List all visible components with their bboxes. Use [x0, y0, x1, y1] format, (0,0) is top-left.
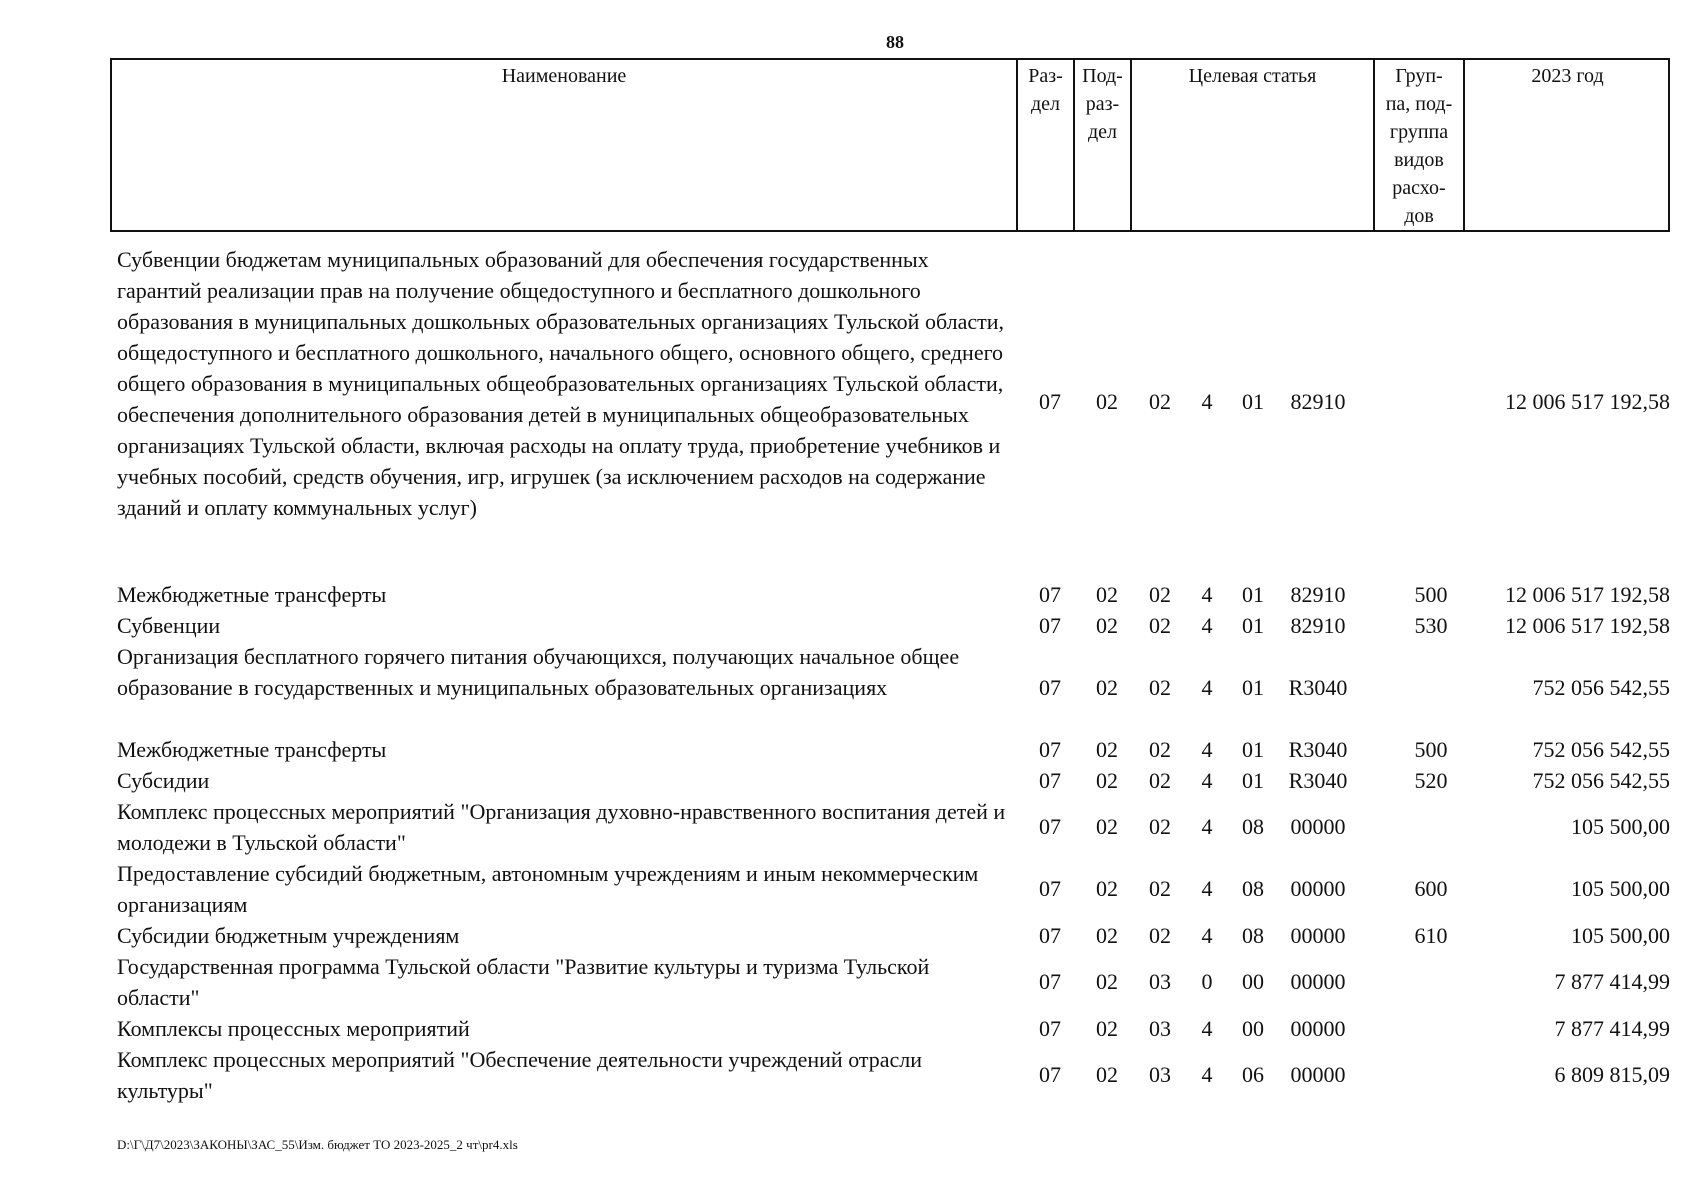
row-name: Предоставление субсидий бюджетным, автономным учреждениям и иным некоммерческим организациям [117, 861, 979, 917]
row-razdel: 07 [1039, 923, 1061, 948]
header-podrazdel-line: дел [1087, 121, 1118, 143]
header-razdel-line: дел [1030, 93, 1061, 115]
row-target-part2: 4 [1201, 1016, 1213, 1041]
row-target-part1: 03 [1149, 1062, 1171, 1087]
row-target-part4: 82910 [1290, 613, 1346, 638]
row-razdel: 07 [1039, 613, 1061, 638]
row-podrazdel: 02 [1096, 1062, 1118, 1087]
row-target-part4: 82910 [1290, 582, 1346, 607]
row-razdel: 07 [1039, 1016, 1061, 1041]
row-vid: 520 [1414, 768, 1448, 793]
row-name: Межбюджетные трансферты [117, 582, 387, 607]
row-target-part2: 4 [1201, 737, 1213, 762]
row-razdel: 07 [1039, 737, 1061, 762]
row-sum: 7 877 414,99 [1554, 1016, 1670, 1041]
row-sum: 105 500,00 [1571, 876, 1670, 901]
row-sum: 105 500,00 [1571, 923, 1670, 948]
row-target-part3: 00 [1242, 969, 1264, 994]
row-target-part2: 4 [1201, 814, 1213, 839]
row-name: Субвенции [117, 613, 221, 638]
header-podrazdel-line: раз- [1085, 93, 1120, 115]
row-sum: 12 006 517 192,58 [1505, 613, 1670, 638]
row-target-part1: 03 [1149, 969, 1171, 994]
row-podrazdel: 02 [1096, 582, 1118, 607]
row-podrazdel: 02 [1096, 969, 1118, 994]
row-target-part1: 02 [1149, 613, 1171, 638]
row-razdel: 07 [1039, 1062, 1061, 1087]
row-podrazdel: 02 [1096, 613, 1118, 638]
row-target-part2: 4 [1201, 675, 1213, 700]
row-name: Государственная программа Тульской области "Развитие культуры и туризма Тульской области" [117, 954, 930, 1010]
row-vid: 530 [1414, 613, 1448, 638]
row-name: Комплексы процессных мероприятий [117, 1016, 470, 1041]
row-name: Комплекс процессных мероприятий "Организация духовно-нравственного воспитания детей и молодежи в Тульской области" [117, 799, 1006, 855]
row-target-part4: 00000 [1290, 1016, 1346, 1041]
row-podrazdel: 02 [1096, 737, 1118, 762]
row-podrazdel: 02 [1096, 814, 1118, 839]
row-name: Субсидии бюджетным учреждениям [117, 923, 460, 948]
row-name: Организация бесплатного горячего питания обучающихся, получающих начальное общее образование в государственных и муниципальных образовательных организациях [117, 644, 960, 700]
row-podrazdel: 02 [1096, 923, 1118, 948]
row-name: Субвенции бюджетам муниципальных образований для обеспечения государственных гарантий реализации прав на получение общедоступного и бесплатного дошкольного образования в муниципальных дошкольных образовательных организациях Тульской области, общедоступного и бесплатного дошкольного, начального общего, основного общего, среднего общего образования в муниципальных общеобразовательных организациях Тульской области, обеспечения дополнительного образования детей в муниципальных общеобразовательных организациях Тульской области, включая расходы на оплату труда, приобретение учебников и учебных пособий, средств обучения, игр, игрушек (за исключением расходов на содержание зданий и оплату коммунальных услуг) [117, 247, 1004, 520]
header-group-line: видов [1394, 149, 1444, 171]
row-target-part3: 01 [1242, 389, 1264, 414]
row-razdel: 07 [1039, 814, 1061, 839]
row-target-part1: 02 [1149, 876, 1171, 901]
row-target-part4: 00000 [1290, 923, 1346, 948]
row-razdel: 07 [1039, 389, 1061, 414]
row-target-part3: 01 [1242, 768, 1264, 793]
row-target-part3: 01 [1242, 675, 1264, 700]
header-podrazdel-line: Под- [1082, 65, 1123, 87]
row-name: Субсидии [117, 768, 210, 793]
row-sum: 752 056 542,55 [1532, 768, 1670, 793]
row-vid: 500 [1414, 582, 1448, 607]
row-podrazdel: 02 [1096, 389, 1118, 414]
header-razdel-line: Раз- [1028, 65, 1063, 87]
row-razdel: 07 [1039, 675, 1061, 700]
row-razdel: 07 [1039, 969, 1061, 994]
row-target-part2: 4 [1201, 1062, 1213, 1087]
row-target-part4: 00000 [1290, 876, 1346, 901]
row-target-part4: 82910 [1290, 389, 1346, 414]
row-target-part1: 02 [1149, 675, 1171, 700]
row-sum: 12 006 517 192,58 [1505, 389, 1670, 414]
row-target-part3: 08 [1242, 923, 1264, 948]
row-sum: 6 809 815,09 [1554, 1062, 1670, 1087]
row-target-part4: 00000 [1290, 814, 1346, 839]
row-name: Комплекс процессных мероприятий "Обеспечение деятельности учреждений отрасли культуры" [117, 1047, 923, 1103]
row-target-part1: 02 [1149, 814, 1171, 839]
row-target-part2: 4 [1201, 613, 1213, 638]
row-target-part2: 4 [1201, 876, 1213, 901]
row-target-part3: 08 [1242, 814, 1264, 839]
row-target-part1: 03 [1149, 1016, 1171, 1041]
header-target: Целевая статья [1132, 60, 1375, 230]
row-target-part2: 4 [1201, 389, 1213, 414]
row-target-part1: 02 [1149, 389, 1171, 414]
row-razdel: 07 [1039, 876, 1061, 901]
row-podrazdel: 02 [1096, 768, 1118, 793]
row-sum: 12 006 517 192,58 [1505, 582, 1670, 607]
row-sum: 7 877 414,99 [1554, 969, 1670, 994]
row-razdel: 07 [1039, 582, 1061, 607]
row-sum: 752 056 542,55 [1532, 737, 1670, 762]
row-target-part4: R3040 [1288, 737, 1348, 762]
row-target-part4: 00000 [1290, 1062, 1346, 1087]
row-vid: 600 [1414, 876, 1448, 901]
row-target-part1: 02 [1149, 768, 1171, 793]
row-podrazdel: 02 [1096, 876, 1118, 901]
row-target-part1: 02 [1149, 737, 1171, 762]
header-group-line: расхо- [1392, 177, 1446, 199]
row-sum: 105 500,00 [1571, 814, 1670, 839]
row-target-part3: 06 [1242, 1062, 1264, 1087]
row-target-part4: 00000 [1290, 969, 1346, 994]
table-row [117, 244, 1677, 554]
row-target-part4: R3040 [1288, 675, 1348, 700]
row-target-part3: 01 [1242, 582, 1264, 607]
row-name: Межбюджетные трансферты [117, 737, 387, 762]
row-target-part3: 01 [1242, 737, 1264, 762]
row-target-part2: 4 [1201, 923, 1213, 948]
row-target-part1: 02 [1149, 923, 1171, 948]
row-podrazdel: 02 [1096, 1016, 1118, 1041]
header-group-line: группа [1389, 121, 1449, 143]
header-year: 2023 год [1531, 65, 1604, 87]
row-target-part3: 00 [1242, 1016, 1264, 1041]
row-target-part2: 4 [1201, 582, 1213, 607]
row-target-part2: 0 [1201, 969, 1213, 994]
row-target-part3: 08 [1242, 876, 1264, 901]
row-podrazdel: 02 [1096, 675, 1118, 700]
footer-file-path: D:\Г\Д7\2023\ЗАКОНЫ\ЗАС_55\Изм. бюджет ТО 2023-2025_2 чт\pr4.xls [117, 1137, 518, 1152]
row-target-part4: R3040 [1288, 768, 1348, 793]
row-razdel: 07 [1039, 768, 1061, 793]
header-group-line: па, под- [1385, 93, 1453, 115]
header-group-line: дов [1404, 205, 1434, 227]
row-target-part3: 01 [1242, 613, 1264, 638]
row-target-part1: 02 [1149, 582, 1171, 607]
row-vid: 500 [1414, 737, 1448, 762]
header-group-line: Груп- [1395, 65, 1443, 87]
row-target-part2: 4 [1201, 768, 1213, 793]
row-vid: 610 [1414, 923, 1448, 948]
row-sum: 752 056 542,55 [1532, 675, 1670, 700]
header-name: Наименование [112, 60, 1018, 230]
